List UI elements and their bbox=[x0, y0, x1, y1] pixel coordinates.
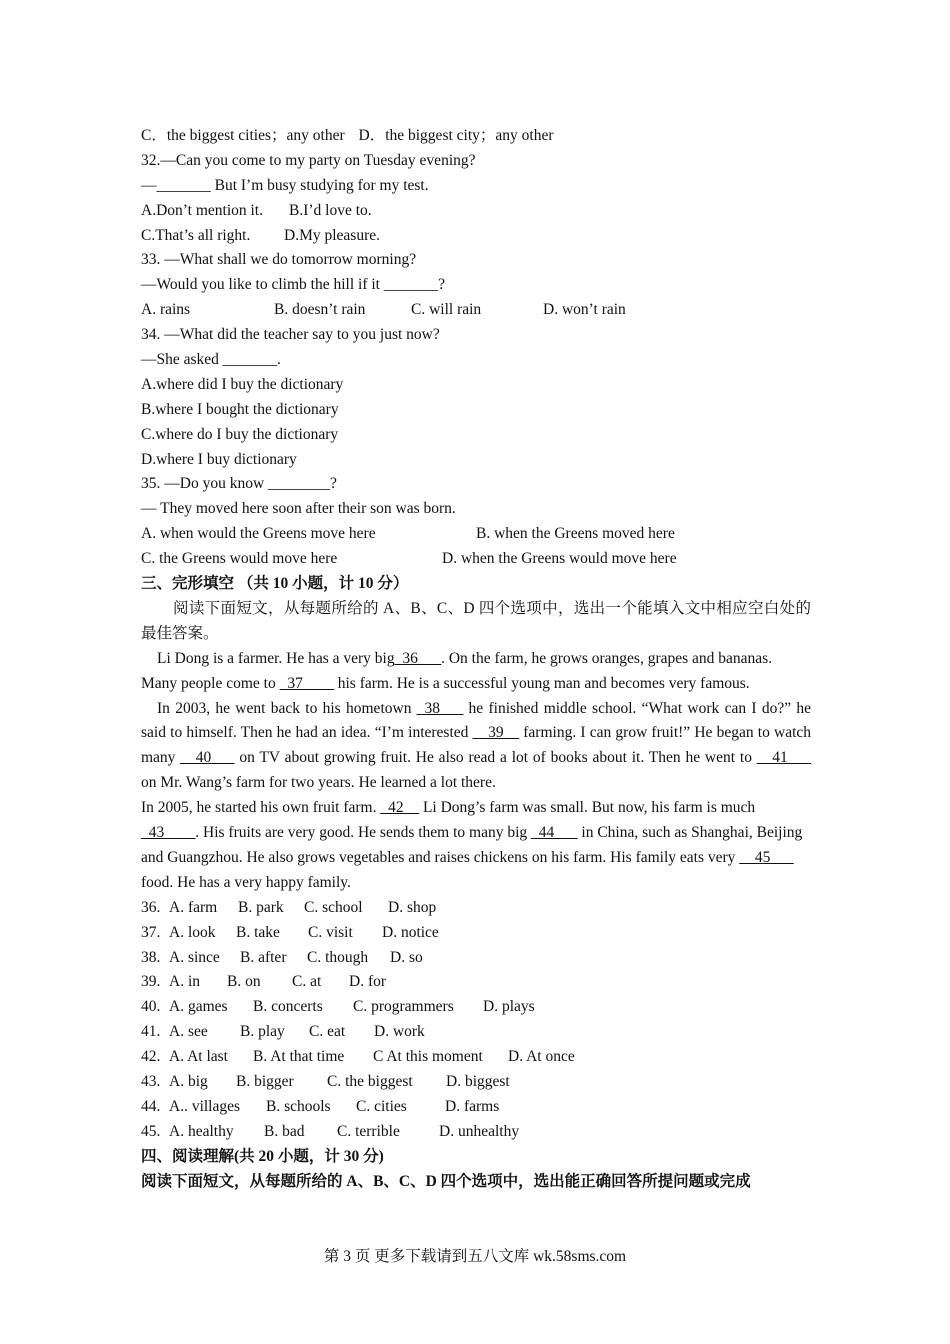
options-43: 43. A. big B. bigger C. the biggest D. biggest bbox=[141, 1073, 510, 1091]
passage-paragraph-3: In 2005, he started his own fruit farm. _42__ Li Dong’s farm was small. But now, his farm is much _43____. His fruits are very good. He sends them to many big _44___ in China, such as Shanghai, Beijing and Guangzhou. He also grows vegetables and raises chickens on his farm. His family eats very __45___ food. He has a very happy family. bbox=[141, 799, 803, 891]
option-c: C.where do I buy the dictionary bbox=[141, 425, 339, 443]
section-4-heading: 四、阅读理解(共 20 小题，计 30 分) bbox=[141, 1147, 384, 1165]
option-a: A. when would the Greens move here bbox=[141, 525, 376, 543]
section-4-instructions: 阅读下面短文，从每题所给的 A、B、C、D 四个选项中，选出能正确回答所提问题或完成 bbox=[141, 1172, 751, 1190]
option-c: C．the biggest cities；any other bbox=[141, 127, 345, 144]
cloze-options-list bbox=[141, 896, 811, 1145]
option-d: D.where I buy dictionary bbox=[141, 450, 297, 468]
blank-44: _44___ bbox=[531, 824, 578, 842]
option-a: A.Don’t mention it. bbox=[141, 201, 263, 219]
page-footer: 第 3 页 更多下载请到五八文库 wk.58sms.com bbox=[323, 1248, 627, 1265]
blank-37: _37____ bbox=[279, 674, 334, 692]
options-42: 42. A. At last B. At that time C At this moment D. At once bbox=[141, 1048, 575, 1066]
option-c: C.That’s all right. bbox=[141, 226, 251, 244]
option-b: B.where I bought the dictionary bbox=[141, 400, 339, 418]
blank-43: _43____ bbox=[141, 824, 196, 842]
option-c: C. the Greens would move here bbox=[141, 550, 338, 568]
option-d: D. won’t rain bbox=[543, 301, 626, 319]
section-3-heading: 三、完形填空 （共 10 小题，计 10 分） bbox=[141, 575, 409, 593]
blank-39: __39__ bbox=[472, 724, 520, 742]
passage-paragraph-2: In 2003, he went back to his hometown _38___ he finished middle school. “What work can I do?” he said to himself. Then he had an idea. “I’m interested __39__ farming. I can grow fruit!” He began to watch many __40___ on TV about growing fruit. He also read a lot of books about it. Then he went to __41___ on Mr. Wang’s farm for two years. He learned a lot there. bbox=[141, 699, 812, 792]
question-34-reply: —She asked _______. bbox=[141, 351, 281, 369]
option-a: A. rains bbox=[141, 301, 191, 319]
q32-options-ab bbox=[141, 199, 811, 224]
section-3-instructions: 阅读下面短文，从每题所给的 A、B、C、D 四个选项中，选出一个能填入文中相应空白处的最佳答案。 bbox=[141, 599, 811, 642]
question-35-reply: — They moved here soon after their son was born. bbox=[141, 500, 456, 518]
option-a: A.where did I buy the dictionary bbox=[141, 375, 344, 393]
blank-40: __40___ bbox=[180, 749, 235, 767]
options-45: 45. A. healthy B. bad C. terrible D. unhealthy bbox=[141, 1122, 520, 1140]
options-40: 40. A. games B. concerts C. programmers D. plays bbox=[141, 998, 535, 1016]
blank-38: _38___ bbox=[416, 699, 464, 717]
option-c: C. will rain bbox=[411, 301, 482, 319]
option-b: B. doesn’t rain bbox=[274, 301, 366, 319]
blank-36: _36___ bbox=[394, 649, 442, 667]
option-b: B.I’d love to. bbox=[289, 201, 372, 219]
exam-page bbox=[141, 124, 811, 1194]
options-39: 39. A. in B. on C. at D. for bbox=[141, 973, 387, 991]
q33-options bbox=[141, 298, 811, 323]
question-32-reply: —_______ But I’m busy studying for my test. bbox=[141, 176, 429, 194]
q32-options-cd bbox=[141, 224, 811, 249]
q35-options-ab bbox=[141, 522, 811, 547]
question-32: 32.—Can you come to my party on Tuesday evening? bbox=[141, 151, 476, 169]
option-b: B. when the Greens moved here bbox=[476, 525, 675, 543]
blank-42: _42__ bbox=[380, 799, 420, 817]
options-36: 36. A. farm B. park C. school D. shop bbox=[141, 898, 437, 916]
passage-paragraph-1: Li Dong is a farmer. He has a very big_36___. On the farm, he grows oranges, grapes and bananas. Many people come to _37____ his farm. He is a successful young man and becomes very famous. bbox=[141, 649, 773, 692]
options-44: 44. A.. villages B. schools C. cities D. farms bbox=[141, 1097, 500, 1115]
options-37: 37. A. look B. take C. visit D. notice bbox=[141, 923, 439, 941]
options-38: 38. A. since B. after C. though D. so bbox=[141, 948, 423, 966]
question-33: 33. —What shall we do tomorrow morning? bbox=[141, 251, 417, 269]
option-d: D．the biggest city；any other bbox=[358, 127, 554, 144]
option-d: D. when the Greens would move here bbox=[442, 550, 677, 568]
question-33-reply: —Would you like to climb the hill if it _______? bbox=[141, 276, 445, 294]
options-41: 41. A. see B. play C. eat D. work bbox=[141, 1023, 425, 1041]
question-34: 34. —What did the teacher say to you just now? bbox=[141, 326, 440, 344]
question-35: 35. —Do you know ________? bbox=[141, 475, 337, 493]
blank-41: __41___ bbox=[756, 749, 812, 767]
blank-45: __45___ bbox=[739, 848, 794, 866]
option-d: D.My pleasure. bbox=[284, 226, 380, 244]
q35-options-cd bbox=[141, 547, 811, 572]
q31-options-cd bbox=[141, 124, 811, 149]
